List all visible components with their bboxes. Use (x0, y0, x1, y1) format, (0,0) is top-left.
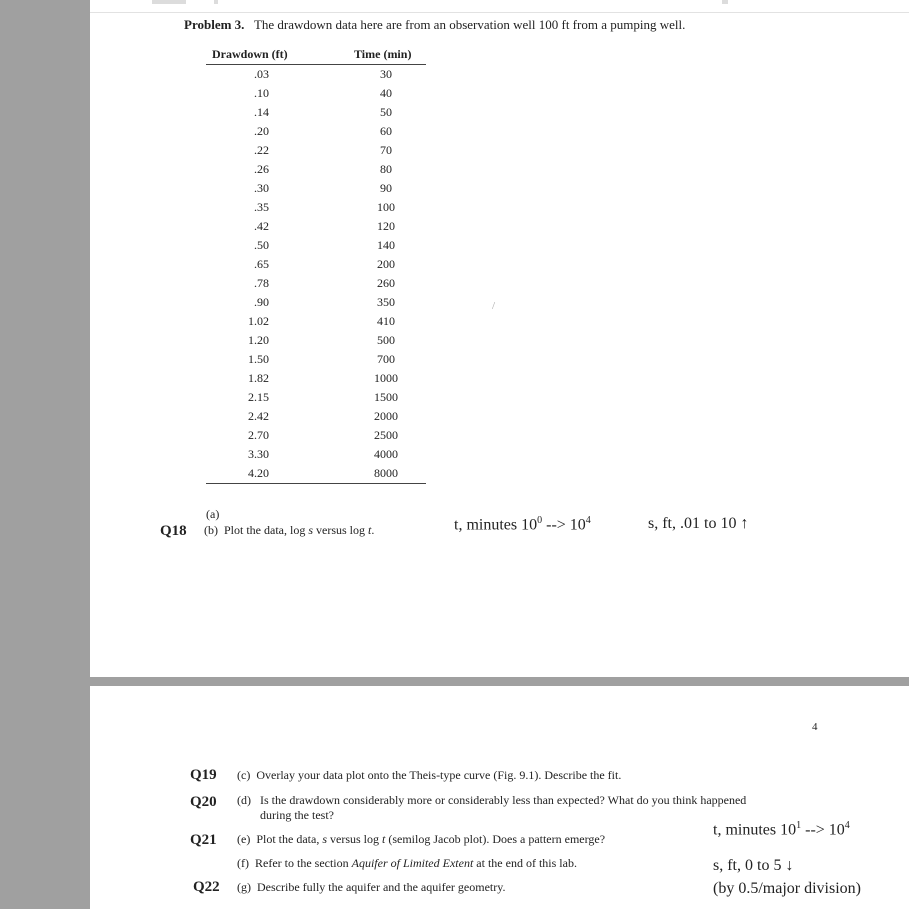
time-cell: 200 (377, 257, 395, 271)
time-cell: 410 (377, 314, 395, 328)
table-row (206, 274, 426, 293)
time-cell: 90 (380, 181, 392, 195)
table-row (206, 426, 426, 445)
table-row (206, 407, 426, 426)
table-row (206, 141, 426, 160)
note1-exp1: 0 (537, 515, 543, 526)
q20-line2: during the test? (260, 808, 334, 822)
table-row (206, 103, 426, 122)
note1-mid: --> 10 (542, 516, 586, 534)
note-time-range-semilog (713, 820, 850, 839)
q21-letter: (e) (237, 832, 251, 846)
table-row (206, 464, 426, 483)
q21-var-s: s (322, 832, 327, 846)
note-drawdown-range-log (648, 515, 748, 533)
note1-pre: t, minutes 10 (454, 516, 538, 534)
time-cell: 2500 (374, 428, 398, 442)
q18-text-post: . (371, 523, 375, 537)
part-f-italic: Aquifer of Limited Extent (351, 856, 474, 870)
table-row (206, 369, 426, 388)
drawdown-cell: .26 (254, 162, 269, 176)
table-row (206, 255, 426, 274)
drawdown-cell: 1.02 (248, 314, 269, 328)
q22-text: Describe fully the aquifer and the aquifer geometry. (257, 880, 506, 894)
q20-letter: (d) (237, 793, 251, 807)
time-cell: 260 (377, 276, 395, 290)
note3-exp2: 4 (844, 820, 850, 831)
q19-text: Overlay your data plot onto the Theis-type curve (Fig. 9.1). Describe the fit. (256, 768, 622, 782)
table-row (206, 179, 426, 198)
note-drawdown-range-semilog (713, 857, 793, 875)
page-separator-band (90, 677, 909, 686)
q22-label: Q22 (193, 879, 220, 895)
drawdown-cell: .03 (254, 67, 269, 81)
part-f-post: at the end of this lab. (473, 856, 577, 870)
q21-question (237, 832, 605, 847)
table-row (206, 65, 426, 84)
problem-label: Problem 3. (184, 17, 245, 32)
q21-var-t: t (382, 832, 386, 846)
table-row (206, 293, 426, 312)
time-cell: 2000 (374, 409, 398, 423)
table-row (206, 331, 426, 350)
problem-heading (184, 17, 685, 33)
drawdown-cell: .90 (254, 295, 269, 309)
note2-text: s, ft, .01 to 10 (648, 515, 741, 532)
note4-text: s, ft, 0 to 5 (713, 857, 786, 874)
table-row (206, 160, 426, 179)
q18-text-mid: versus log (313, 523, 368, 537)
column-header-time: Time (min) (354, 47, 412, 61)
time-cell: 1500 (374, 390, 398, 404)
q20-label: Q20 (190, 794, 217, 810)
top-tick-mark (214, 0, 218, 4)
drawdown-cell: .42 (254, 219, 269, 233)
drawdown-cell: 1.82 (248, 371, 269, 385)
time-cell: 70 (380, 143, 392, 157)
q18-label: Q18 (160, 523, 187, 539)
q18-var-t: t (368, 523, 372, 537)
part-a-label: (a) (206, 507, 220, 521)
drawdown-cell: .78 (254, 276, 269, 290)
table-header (206, 46, 426, 64)
part-f-pre: Refer to the section (255, 856, 352, 870)
table-row (206, 350, 426, 369)
drawdown-cell: 2.15 (248, 390, 269, 404)
part-f-question (237, 856, 577, 871)
q21-text-post: (semilog Jacob plot). Does a pattern emerge? (385, 832, 606, 846)
time-cell: 50 (380, 105, 392, 119)
time-cell: 700 (377, 352, 395, 366)
q21-label: Q21 (190, 832, 217, 848)
drawdown-cell: .10 (254, 86, 269, 100)
table-row (206, 312, 426, 331)
drawdown-cell: 3.30 (248, 447, 269, 461)
q19-question (237, 768, 621, 783)
drawdown-table (206, 46, 426, 480)
drawdown-cell: .50 (254, 238, 269, 252)
drawdown-cell: 1.20 (248, 333, 269, 347)
q19-letter: (c) (237, 768, 251, 782)
time-cell: 4000 (374, 447, 398, 461)
q19-label: Q19 (190, 767, 217, 783)
time-cell: 140 (377, 238, 395, 252)
table-row (206, 388, 426, 407)
time-cell: 60 (380, 124, 392, 138)
drawdown-cell: .30 (254, 181, 269, 195)
stray-mark: / (492, 300, 496, 312)
q18-text-pre: Plot the data, log (224, 523, 309, 537)
note-division-scale: (by 0.5/major division) (713, 880, 861, 897)
time-cell: 30 (380, 67, 392, 81)
q22-question (237, 880, 505, 895)
column-header-drawdown: Drawdown (ft) (212, 47, 288, 61)
drawdown-cell: .14 (254, 105, 269, 119)
note3-pre: t, minutes 10 (713, 821, 797, 839)
table-row (206, 445, 426, 464)
drawdown-cell: .20 (254, 124, 269, 138)
q20-line1: Is the drawdown considerably more or considerably less than expected? What do you think happened (260, 793, 747, 807)
q18-var-s: s (308, 523, 313, 537)
table-row (206, 122, 426, 141)
time-cell: 8000 (374, 466, 398, 480)
table-row (206, 236, 426, 255)
top-tick-mark (152, 0, 186, 4)
table-row (206, 198, 426, 217)
q21-text-mid: versus log (327, 832, 382, 846)
q22-letter: (g) (237, 880, 251, 894)
problem-text: The drawdown data here are from an observation well 100 ft from a pumping well. (253, 17, 686, 32)
q21-text-pre: Plot the data, (256, 832, 323, 846)
drawdown-cell: 4.20 (248, 466, 269, 480)
arrow-up-icon: ↑ (740, 515, 749, 532)
drawdown-cell: 1.50 (248, 352, 269, 366)
note-time-range-log (454, 515, 591, 534)
time-cell: 120 (377, 219, 395, 233)
part-f-letter: (f) (237, 856, 249, 870)
note3-mid: --> 10 (801, 821, 845, 839)
bottom-rule (206, 483, 426, 484)
note3-exp1: 1 (796, 820, 802, 831)
time-cell: 500 (377, 333, 395, 347)
table-body (206, 65, 426, 483)
q18-letter: (b) (204, 523, 218, 537)
drawdown-cell: 2.70 (248, 428, 269, 442)
table-row (206, 84, 426, 103)
drawdown-cell: .35 (254, 200, 269, 214)
time-cell: 100 (377, 200, 395, 214)
time-cell: 80 (380, 162, 392, 176)
time-cell: 40 (380, 86, 392, 100)
drawdown-cell: .65 (254, 257, 269, 271)
page-number: 4 (812, 721, 818, 733)
note1-exp2: 4 (585, 515, 591, 526)
table-row (206, 217, 426, 236)
left-gray-margin (0, 0, 90, 909)
top-tick-mark (722, 0, 728, 4)
q18-question (204, 523, 374, 538)
drawdown-cell: 2.42 (248, 409, 269, 423)
arrow-down-icon: ↓ (785, 857, 794, 874)
time-cell: 350 (377, 295, 395, 309)
drawdown-cell: .22 (254, 143, 269, 157)
top-border-line (90, 12, 909, 13)
time-cell: 1000 (374, 371, 398, 385)
